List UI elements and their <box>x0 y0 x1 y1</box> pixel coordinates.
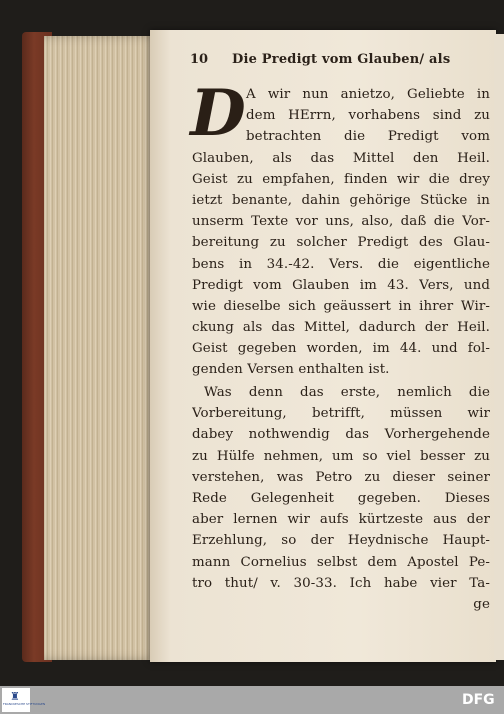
dfg-logo[interactable]: DFG <box>462 692 495 708</box>
text-line: A wir nun anietzo, Geliebte in <box>246 87 490 102</box>
text-line: wie dieselbe sich geäussert in ihrer Wir- <box>192 298 490 314</box>
text-line: betrachten die Predigt vom <box>246 129 490 145</box>
running-title: Die Predigt vom Glauben/ als <box>232 52 451 67</box>
text-line: dem HErrn, vorhabens sind zu <box>246 108 490 124</box>
paragraph-2 <box>192 382 490 615</box>
text-line: unserm Texte vor uns, also, daß die Vor- <box>192 214 490 230</box>
text-line: Vorbereitung, betrifft, müssen wir <box>192 406 490 422</box>
text-line: Erzehlung, so der Heydnische Haupt- <box>192 533 490 549</box>
institution-logo-icon: ♜ <box>10 690 20 703</box>
text-line: bens in 34.-42. Vers. die eigentliche <box>192 256 490 272</box>
text-line: dabey nothwendig das Vorhergehende <box>192 427 490 443</box>
text-line: Glauben, als das Mittel den Heil. <box>192 150 490 166</box>
institution-logo-caption: FRANCKESCHE STIFTUNGEN <box>3 702 46 706</box>
text-line: Rede Gelegenheit gegeben. Dieses <box>192 490 490 506</box>
text-line: zu Hülfe nehmen, um so viel besser zu <box>192 448 490 464</box>
text-line: mann Cornelius selbst dem Apostel Pe- <box>192 554 490 570</box>
viewer-footer-bar <box>0 686 504 714</box>
text-line: Predigt vom Glauben im 43. Vers, und <box>192 277 490 293</box>
text-line: ietzt benante, dahin gehörige Stücke in <box>192 192 490 208</box>
text-line: genden Versen enthalten ist. <box>192 362 390 378</box>
text-line: aber lernen wir aufs kürtzeste aus der <box>192 512 490 528</box>
text-line: Geist zu empfahen, finden wir die drey <box>192 171 490 187</box>
paragraph-1 <box>192 84 490 381</box>
text-line: tro thut/ v. 30-33. Ich habe vier Ta- <box>192 575 490 591</box>
text-line: Was denn das erste, nemlich die <box>204 385 490 400</box>
page-header <box>190 52 490 72</box>
facing-page-edge <box>494 34 504 660</box>
page-number: 10 <box>190 52 209 67</box>
text-line: ckung als das Mittel, dadurch der Heil. <box>192 320 490 336</box>
page-edges <box>44 36 159 660</box>
text-line: verstehen, was Petro zu dieser seiner <box>192 469 490 485</box>
drop-capital: D <box>190 76 246 151</box>
institution-logo[interactable] <box>2 688 46 712</box>
text-line: Geist gegeben worden, im 44. und fol- <box>192 341 490 357</box>
text-line: bereitung zu solcher Predigt des Glau- <box>192 235 490 251</box>
catchword: ge <box>473 596 490 612</box>
